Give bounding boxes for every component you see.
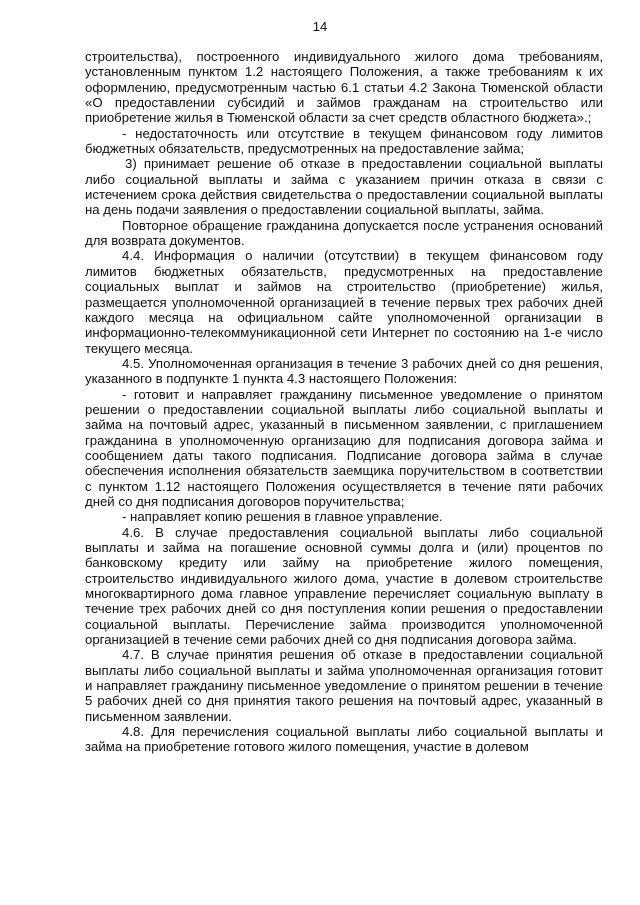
paragraph-list-item-notification: - готовит и направляет гражданину письменное уведомление о принятом решении о предоставлении социальной выплаты либо социальной выплаты и займа на почтовый адрес, указанный в письменном заявлении, с приглашением гражданина в уполномоченную организацию для подписания договора займа и сообщением даты такого подписания. Подписание договора займа в случае обеспечения исполнения обязательств заемщика поручительством в соответствии с пунктом 1.12 настоящего Положения осуществляется в течение пяти рабочих дней со дня подписания договоров поручительства; bbox=[85, 386, 603, 509]
paragraph-section-4-6: 4.6. В случае предоставления социальной выплаты либо социальной выплаты и займа на погашение основной суммы долга и (или) процентов по банковскому кредиту или займу на приобретение жилого помещения, строительство индивидуального жилого дома, участие в долевом строительстве многоквартирного дома главное управление перечисляет социальную выплату в течение трех рабочих дней со дня поступления копии решения о предоставлении социальной выплаты. Перечисление займа производится уполномоченной организацией в течение семи рабочих дней со дня подписания договора займа. bbox=[85, 524, 603, 648]
paragraph-section-4-5: 4.5. Уполномоченная организация в течение 3 рабочих дней со дня решения, указанного в подпункте 1 пункта 4.3 настоящего Положения: bbox=[85, 355, 603, 387]
paragraph-section-4-7: 4.7. В случае принятия решения об отказе в предоставлении социальной выплаты либо социальной выплаты и займа уполномоченная организация готовит и направляет гражданину письменное уведомление о принятом решении в течение 5 рабочих дней со дня принятия такого решения на почтовый адрес, указанный в письменном заявлении. bbox=[85, 647, 603, 724]
paragraph-section-4-8: 4.8. Для перечисления социальной выплаты либо социальной выплаты и займа на приобретение готового жилого помещения, участие в долевом bbox=[85, 724, 603, 755]
paragraph-item-3-refusal: 3) принимает решение об отказе в предоставлении социальной выплаты либо социальной выплаты и займа с указанием причин отказа в связи с истечением срока действия свидетельства о предоставлении социальной выплаты на день подачи заявления о предоставлении социальной выплаты, займа. bbox=[85, 156, 603, 218]
paragraph-continuation: строительства), построенного индивидуального жилого дома требованиям, установленным пунктом 1.2 настоящего Положения, а также требованиям к их оформлению, предусмотренным частью 6.1 статьи 4.2 Закона Тюменской области «О предоставлении субсидий и займов гражданам на строительство или приобретение жилья в Тюменской области за счет средств областного бюджета».; bbox=[85, 49, 603, 126]
paragraph-section-4-4: 4.4. Информация о наличии (отсутствии) в текущем финансовом году лимитов бюджетных обязательств, предусмотренных на предоставление социальных выплат и займов на строительство (приобретение) жилья, размещается уполномоченной организацией в течение первых трех рабочих дней каждого месяца на официальном сайте уполномоченной организации в информационно-телекоммуникационной сети Интернет по состоянию на 1-е число текущего месяца. bbox=[85, 248, 603, 356]
paragraph-repeat-application: Повторное обращение гражданина допускается после устранения оснований для возврата документов. bbox=[85, 217, 603, 249]
page-number: 14 bbox=[312, 19, 328, 34]
paragraph-list-item-copy-decision: - направляет копию решения в главное управление. bbox=[122, 509, 443, 525]
paragraph-list-item-insufficient-limits: - недостаточность или отсутствие в текущем финансовом году лимитов бюджетных обязательств, предусмотренных на предоставление займа; bbox=[85, 125, 603, 157]
document-body bbox=[85, 49, 603, 755]
